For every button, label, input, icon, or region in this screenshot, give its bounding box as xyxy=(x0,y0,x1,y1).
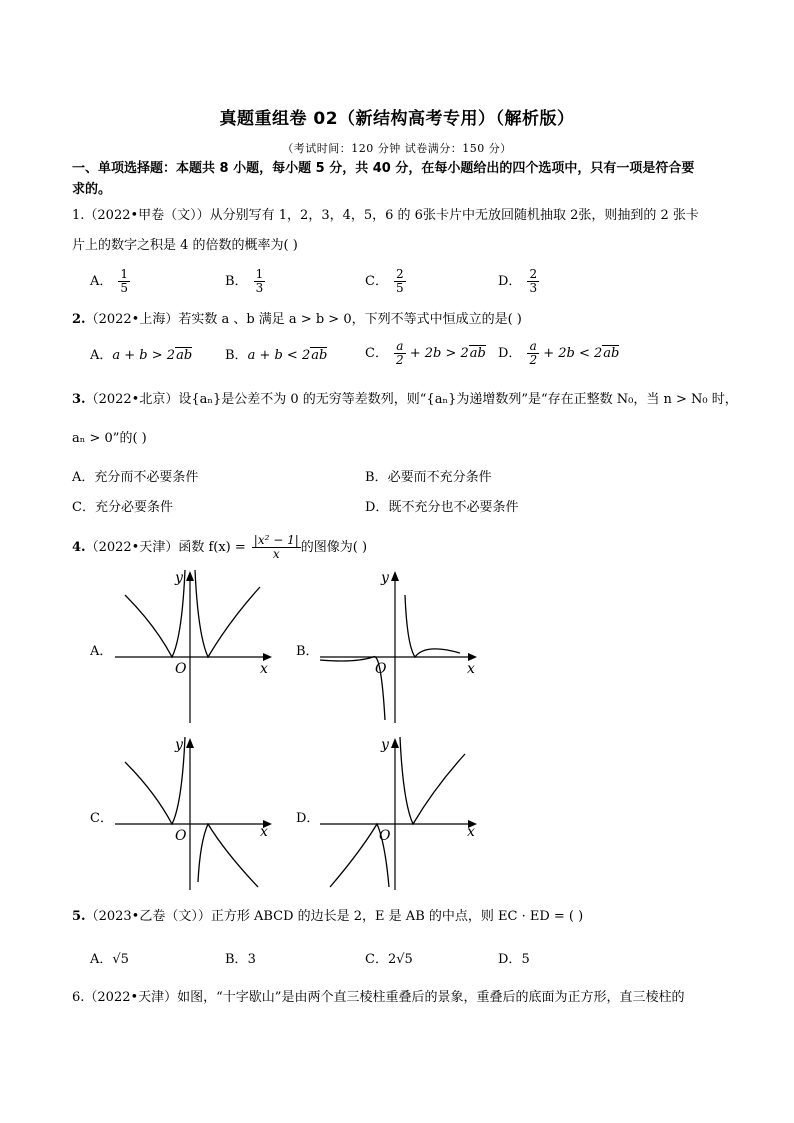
frac-den: 2 xyxy=(529,353,538,367)
graph-d xyxy=(315,732,485,892)
q3-option-c xyxy=(72,499,173,517)
option-label: D． xyxy=(498,274,522,289)
q1-option-b xyxy=(225,268,265,295)
q5-text xyxy=(72,908,732,926)
frac-den: 3 xyxy=(255,281,264,295)
q1-option-c xyxy=(365,268,406,295)
q1-option-a xyxy=(90,268,130,295)
frac-den: 3 xyxy=(529,281,538,295)
curve-right xyxy=(198,824,258,887)
y-axis-arrow xyxy=(186,738,194,748)
y-axis-label: y xyxy=(175,570,183,586)
option-text: 必要而不充分条件 xyxy=(387,470,492,485)
option-label: D． xyxy=(498,346,522,361)
q3-stem: （2022•北京）设{aₙ}是公差不为 0 的无穷等差数列，则“{aₙ}为递增数列”是“存在正整数 N₀，当 n > N₀ 时， xyxy=(85,392,738,407)
curve-right xyxy=(405,595,460,657)
option-text: 充分必要条件 xyxy=(94,500,173,515)
q4-number: 4. xyxy=(72,540,86,555)
q3-option-d xyxy=(365,499,518,517)
frac-num: |x² − 1| xyxy=(253,533,299,547)
option-expr: a + b < 2 xyxy=(247,348,311,363)
x-axis-label: x xyxy=(467,661,475,677)
option-text: 3 xyxy=(247,952,256,967)
frac-den: 5 xyxy=(120,281,129,295)
frac-den: 2 xyxy=(395,353,404,367)
option-label: C． xyxy=(365,274,388,289)
option-text: 5 xyxy=(521,952,530,967)
q1-text-line2: 片上的数字之积是 4 的倍数的概率为( ) xyxy=(72,238,298,253)
y-axis-arrow xyxy=(391,738,399,748)
q1-option-d xyxy=(498,268,539,295)
graph-c xyxy=(110,732,280,892)
option-label: C． xyxy=(365,346,388,361)
frac-num: 2 xyxy=(395,267,404,281)
y-axis-label: y xyxy=(381,737,389,753)
sqrt-radicand: ab xyxy=(469,346,486,361)
sqrt-radicand: ab xyxy=(176,348,193,363)
frac-den: x xyxy=(272,547,280,561)
origin-label: O xyxy=(375,661,387,677)
q2-option-c xyxy=(365,340,486,367)
q3-option-a xyxy=(72,469,198,487)
y-axis-label: y xyxy=(381,570,389,586)
q5-option-b xyxy=(225,951,256,969)
q5-option-c xyxy=(365,951,413,969)
q5-option-d xyxy=(498,951,530,969)
curve-right xyxy=(400,737,465,824)
frac-den: 5 xyxy=(395,281,404,295)
option-label: B． xyxy=(365,470,388,485)
q2-number: 2. xyxy=(72,312,86,327)
frac-num: 1 xyxy=(255,267,264,281)
option-expr: + 2b > 2 xyxy=(405,346,469,361)
graph-c-label: C． xyxy=(90,811,113,826)
graph-b-label: B． xyxy=(296,644,319,659)
option-label: A． xyxy=(90,952,113,967)
y-axis-arrow xyxy=(186,571,194,581)
q4-text xyxy=(72,534,732,561)
option-label: D． xyxy=(365,500,389,515)
option-text: √5 xyxy=(112,952,129,967)
option-label: B． xyxy=(225,348,248,363)
option-text: 2√5 xyxy=(387,952,413,967)
q4-stem-tail: 的图像为( ) xyxy=(300,540,368,555)
q4-stem: （2022•天津）函数 f(x) = xyxy=(85,540,246,555)
q3-text-line2: aₙ > 0”的( ) xyxy=(72,431,147,446)
section-heading-line1: 一、单项选择题：本题共 8 小题，每小题 5 分，共 40 分，在每小题给出的四个选项中，只有一项是符合要 xyxy=(72,161,695,176)
x-axis-label: x xyxy=(260,661,268,677)
q2-stem: （2022•上海）若实数 a 、b 满足 a > b > 0，下列不等式中恒成立的是( ) xyxy=(85,312,522,327)
q2-option-d xyxy=(498,340,619,367)
y-axis-arrow xyxy=(391,571,399,581)
section-heading-line2: 求的。 xyxy=(72,182,112,197)
frac-num: a xyxy=(394,340,406,354)
graph-b xyxy=(315,565,485,725)
option-expr: + 2b < 2 xyxy=(539,346,603,361)
graph-a xyxy=(110,565,280,725)
x-axis-arrow xyxy=(468,653,477,661)
y-axis-label: y xyxy=(175,737,183,753)
option-label: B． xyxy=(225,274,248,289)
sqrt-radicand: ab xyxy=(603,346,620,361)
q5-option-a xyxy=(90,951,129,969)
q3-number: 3. xyxy=(72,392,86,407)
q6-text: 6.（2022•天津）如图，“十字歇山”是由两个直三棱柱重叠后的景象，重叠后的底面为正方形，直三棱柱的 xyxy=(72,990,685,1005)
option-text: 既不充分也不必要条件 xyxy=(388,500,519,515)
option-label: D． xyxy=(498,952,522,967)
option-expr: a + b > 2 xyxy=(112,348,176,363)
option-label: A． xyxy=(90,348,113,363)
origin-label: O xyxy=(175,661,187,677)
graph-d-label: D． xyxy=(296,811,320,826)
q2-text xyxy=(72,311,732,329)
q1-text-line1: 1.（2022•甲卷（文））从分别写有 1，2，3，4，5，6 的 6张卡片中无放回随机抽取 2张，则抽到的 2 张卡 xyxy=(72,208,699,223)
frac-num: 1 xyxy=(120,267,129,281)
graph-a-label: A． xyxy=(90,644,113,659)
option-label: C． xyxy=(365,952,388,967)
sqrt-radicand: ab xyxy=(311,348,328,363)
q5-number: 5. xyxy=(72,909,86,924)
exam-info: （考试时间：120 分钟 试卷满分：150 分） xyxy=(282,142,512,155)
frac-num: a xyxy=(527,340,539,354)
option-label: A． xyxy=(72,470,95,485)
option-label: A． xyxy=(90,274,113,289)
x-axis-label: x xyxy=(260,824,268,840)
q3-text-line1 xyxy=(72,391,738,409)
option-label: B． xyxy=(225,952,248,967)
x-axis-arrow xyxy=(263,653,272,661)
q3-option-b xyxy=(365,469,492,487)
curve-right xyxy=(195,570,260,657)
page-title: 真题重组卷 02（新结构高考专用）（解析版） xyxy=(219,109,575,129)
frac-num: 2 xyxy=(529,267,538,281)
origin-label: O xyxy=(175,828,187,844)
origin-label: O xyxy=(379,828,391,844)
q5-stem: （2023•乙卷（文））正方形 ABCD 的边长是 2，E 是 AB 的中点，则 EC · ED = ( ) xyxy=(85,909,584,924)
option-text: 充分而不必要条件 xyxy=(94,470,199,485)
x-axis-label: x xyxy=(467,824,475,840)
q2-option-b xyxy=(225,347,327,365)
q2-option-a xyxy=(90,347,192,365)
option-label: C． xyxy=(72,500,95,515)
